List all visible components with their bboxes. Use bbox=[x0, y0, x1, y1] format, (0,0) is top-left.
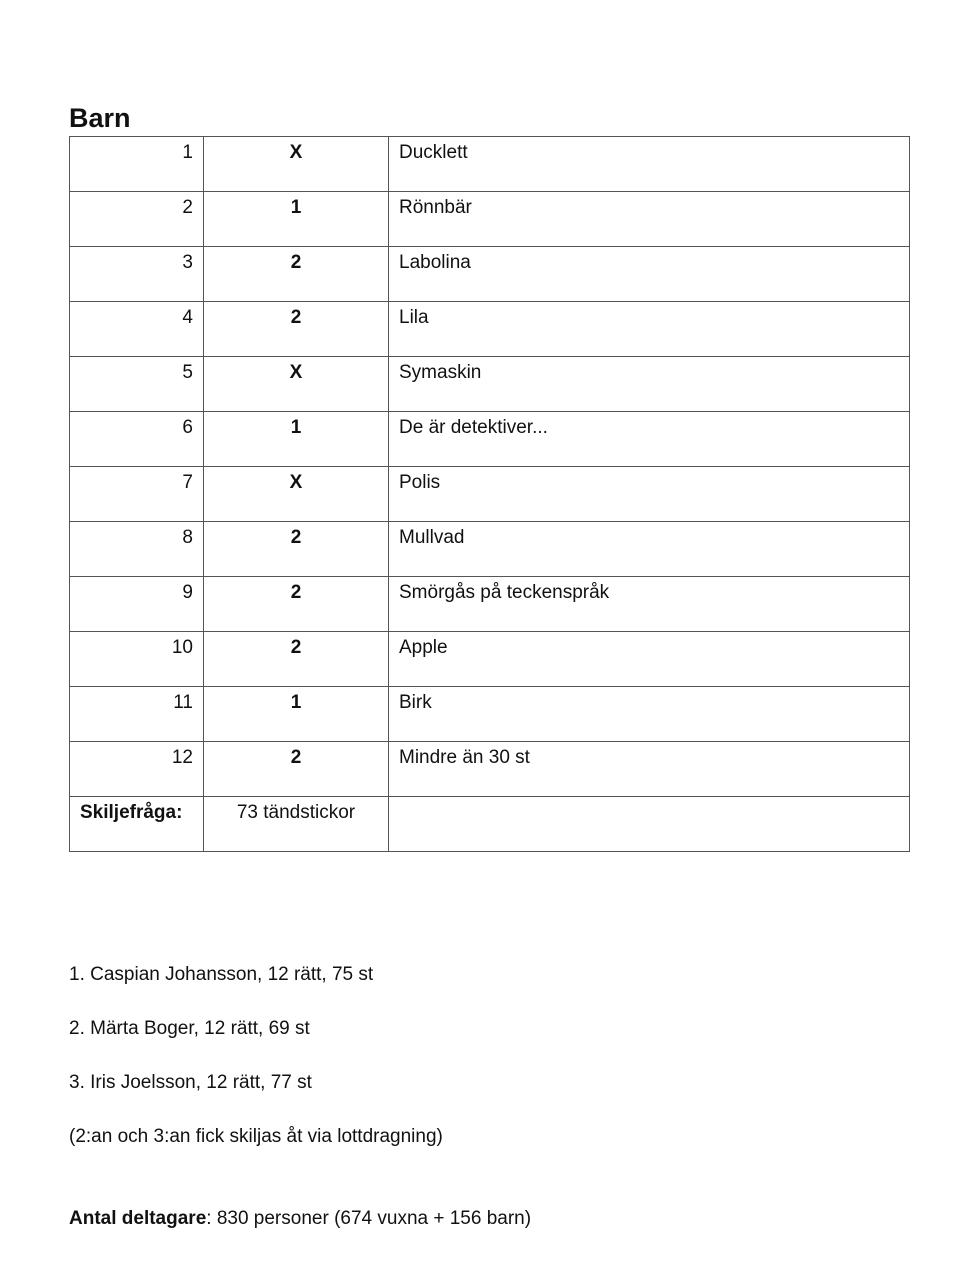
answer-sign: 2 bbox=[204, 632, 389, 687]
answers-table bbox=[69, 136, 910, 852]
tiebreak-note: (2:an och 3:an fick skiljas åt via lottdragning) bbox=[69, 1126, 443, 1147]
question-number: 8 bbox=[70, 522, 204, 577]
participants-line bbox=[69, 1207, 531, 1231]
answer-sign: 1 bbox=[204, 412, 389, 467]
table-row bbox=[70, 302, 910, 357]
answer-text: Ducklett bbox=[389, 137, 910, 192]
question-number: 2 bbox=[70, 192, 204, 247]
question-number: 7 bbox=[70, 467, 204, 522]
question-number: 3 bbox=[70, 247, 204, 302]
winner-line: 1. Caspian Johansson, 12 rätt, 75 st bbox=[69, 964, 374, 985]
table-row bbox=[70, 192, 910, 247]
answer-sign: 1 bbox=[204, 687, 389, 742]
question-number: 5 bbox=[70, 357, 204, 412]
table-row bbox=[70, 357, 910, 412]
question-number: 11 bbox=[70, 687, 204, 742]
question-number: 6 bbox=[70, 412, 204, 467]
question-number: 9 bbox=[70, 577, 204, 632]
question-number: 1 bbox=[70, 137, 204, 192]
answer-sign: 2 bbox=[204, 247, 389, 302]
question-number: 12 bbox=[70, 742, 204, 797]
answer-sign: 2 bbox=[204, 742, 389, 797]
page-title: Barn bbox=[69, 103, 131, 133]
table-row bbox=[70, 247, 910, 302]
answer-text: Lila bbox=[389, 302, 910, 357]
answer-sign: X bbox=[204, 467, 389, 522]
answer-text: Apple bbox=[389, 632, 910, 687]
answer-text: Mindre än 30 st bbox=[389, 742, 910, 797]
table-row bbox=[70, 632, 910, 687]
table-row bbox=[70, 412, 910, 467]
answer-text: Polis bbox=[389, 467, 910, 522]
winner-line: 2. Märta Boger, 12 rätt, 69 st bbox=[69, 1018, 310, 1039]
answer-sign: 2 bbox=[204, 522, 389, 577]
winner-line: 3. Iris Joelsson, 12 rätt, 77 st bbox=[69, 1072, 312, 1093]
tiebreak-row bbox=[70, 797, 910, 852]
table-row bbox=[70, 577, 910, 632]
table-row bbox=[70, 742, 910, 797]
answer-text: Mullvad bbox=[389, 522, 910, 577]
answer-sign: 1 bbox=[204, 192, 389, 247]
table-row bbox=[70, 687, 910, 742]
table-row bbox=[70, 137, 910, 192]
answer-sign: X bbox=[204, 137, 389, 192]
table-row bbox=[70, 467, 910, 522]
question-number: 10 bbox=[70, 632, 204, 687]
answer-text: De är detektiver... bbox=[389, 412, 910, 467]
answer-text: Birk bbox=[389, 687, 910, 742]
results-list bbox=[69, 963, 443, 1179]
tiebreak-value: 73 tändstickor bbox=[204, 797, 389, 852]
answer-sign: 2 bbox=[204, 302, 389, 357]
answer-text: Rönnbär bbox=[389, 192, 910, 247]
participants-value: : 830 personer (674 vuxna + 156 barn) bbox=[206, 1208, 532, 1229]
tiebreak-answer bbox=[389, 797, 910, 852]
answer-text: Symaskin bbox=[389, 357, 910, 412]
table-row bbox=[70, 522, 910, 577]
answer-text: Labolina bbox=[389, 247, 910, 302]
question-number: 4 bbox=[70, 302, 204, 357]
answer-sign: 2 bbox=[204, 577, 389, 632]
tiebreak-label: Skiljefråga: bbox=[70, 797, 204, 852]
answer-text: Smörgås på teckenspråk bbox=[389, 577, 910, 632]
participants-label: Antal deltagare bbox=[69, 1208, 207, 1229]
answer-sign: X bbox=[204, 357, 389, 412]
